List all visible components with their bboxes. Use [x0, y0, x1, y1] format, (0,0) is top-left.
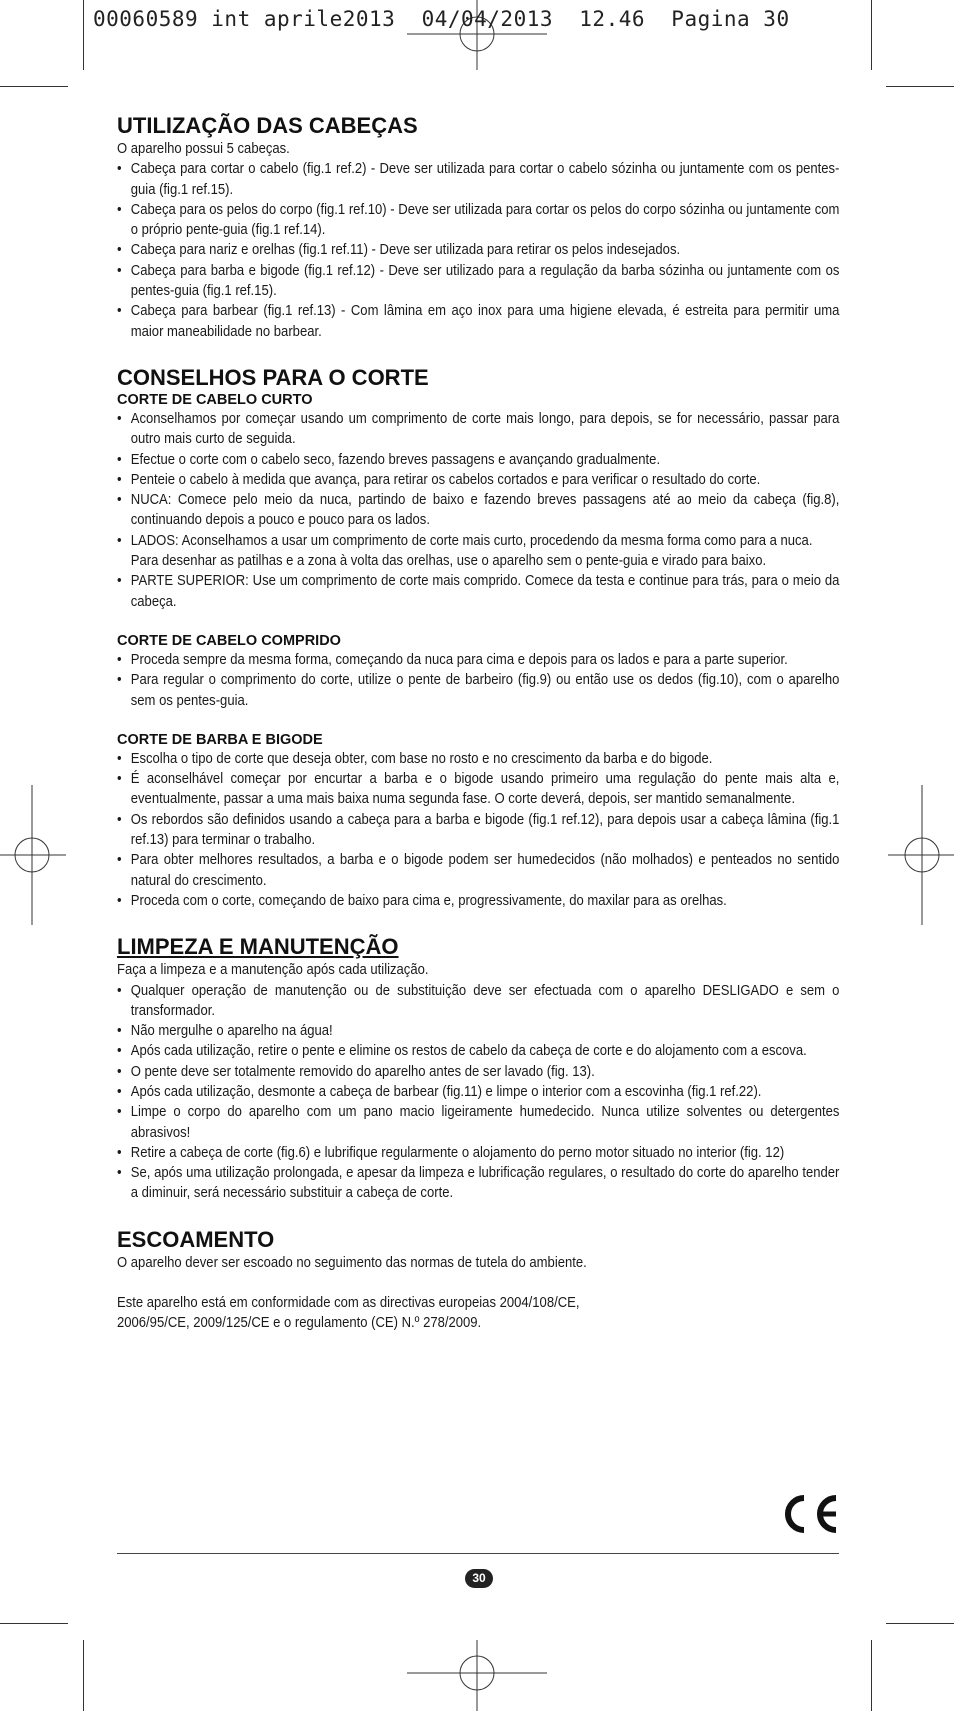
section-title-disposal: ESCOAMENTO [117, 1226, 275, 1252]
list-item: • Após cada utilização, desmonte a cabeça de barbear (fig.11) e limpe o interior com a escovinha (fig.1 ref.22). [117, 1082, 839, 1102]
subsection-title-long-hair: CORTE DE CABELO COMPRIDO [117, 632, 341, 649]
disposal-text: O aparelho dever ser escoado no seguimento das normas de tutela do ambiente. [117, 1253, 587, 1271]
long-hair-list [117, 650, 839, 711]
list-item: • Retire a cabeça de corte (fig.6) e lubrifique regularmente o alojamento do perno motor situado no interior (fig. 12) [117, 1143, 839, 1163]
list-item: • O pente deve ser totalmente removido do aparelho antes de ser lavado (fig. 13). [117, 1062, 839, 1082]
list-item: • PARTE SUPERIOR: Use um comprimento de corte mais comprido. Comece da testa e continue para trás, para o meio da cabeça. [117, 571, 839, 612]
footer-rule [117, 1553, 839, 1554]
crop-mark [83, 1640, 84, 1711]
list-item: • Cabeça para barba e bigode (fig.1 ref.12) - Deve ser utilizado para a regulação da barba sózinha ou juntamente com os pentes-guia (fig.1 ref.15). [117, 261, 839, 302]
registration-mark-right [888, 785, 954, 925]
page-content [117, 112, 839, 1334]
crop-mark [871, 1640, 872, 1711]
page-number-badge: 30 [465, 1569, 493, 1588]
intro-text: Faça a limpeza e a manutenção após cada utilização. [117, 961, 429, 979]
cleaning-list [117, 981, 839, 1204]
list-item: • Não mergulhe o aparelho na água! [117, 1021, 839, 1041]
list-item: • Aconselhamos por começar usando um comprimento de corte mais longo, para depois, se for necessário, passar para outro mais curto de seguida. [117, 409, 839, 450]
registration-mark-left [0, 785, 66, 925]
subsection-title-short-hair: CORTE DE CABELO CURTO [117, 391, 313, 408]
list-item: • NUCA: Comece pelo meio da nuca, partindo de baixo e fazendo breves passagens até ao meio da cabeça (fig.8), continuando depois a pouco e pouco para os lados. [117, 490, 839, 531]
beard-list [117, 749, 839, 911]
short-hair-list [117, 409, 839, 551]
crop-mark [0, 86, 68, 87]
crop-mark [83, 0, 84, 70]
list-item: • Penteie o cabelo à medida que avança, para retirar os cabelos cortados e para verificar o resultado do corte. [117, 470, 839, 490]
print-slug: 00060589 int aprile2013 04/04/2013 12.46 Pagina 30 [93, 7, 790, 31]
conformity-line-2: 2006/95/CE, 2009/125/CE e o regulamento (CE) N.º 278/2009. [117, 1314, 482, 1332]
list-item: • Proceda sempre da mesma forma, começando da nuca para cima e depois para os lados e para a parte superior. [117, 650, 839, 670]
crop-mark [886, 1623, 954, 1624]
section-title-usage: UTILIZAÇÃO DAS CABEÇAS [117, 113, 418, 138]
list-item: • É aconselhável começar por encurtar a barba e o bigode usando primeiro uma regulação do pente mais alta e, eventualmente, passar a uma mais baixa numa segunda fase. O corte deverá, depois, ser mantido semanalmente. [117, 769, 839, 810]
list-item: • Cabeça para barbear (fig.1 ref.13) - Com lâmina em aço inox para uma higiene elevada, é estreita para permitir uma maior maneabilidade no barbear. [117, 301, 839, 342]
list-item: • Cabeça para cortar o cabelo (fig.1 ref.2) - Deve ser utilizada para cortar o cabelo sózinha ou juntamente com os pentes-guia (fig.1 ref.15). [117, 159, 839, 200]
crop-mark [871, 0, 872, 70]
list-item: • Cabeça para nariz e orelhas (fig.1 ref.11) - Deve ser utilizada para retirar os pelos indesejados. [117, 240, 839, 260]
crop-mark [886, 86, 954, 87]
conformity-line-1: Este aparelho está em conformidade com as directivas europeias 2004/108/CE, [117, 1294, 580, 1312]
section-title-cutting-tips: CONSELHOS PARA O CORTE [117, 364, 429, 390]
ce-mark-icon [778, 1492, 842, 1536]
crop-mark [0, 1623, 68, 1624]
list-item: • Após cada utilização, retire o pente e elimine os restos de cabelo da cabeça de corte e do alojamento com a escova. [117, 1041, 839, 1061]
list-item: • Para obter melhores resultados, a barba e o bigode podem ser humedecidos (não molhados) e penteados no sentido natural do crescimento. [117, 850, 839, 891]
list-item: • Cabeça para os pelos do corpo (fig.1 ref.10) - Deve ser utilizada para cortar os pelos do corpo sózinha ou juntamente com o próprio pente-guia (fig.1 ref.14). [117, 200, 839, 241]
list-item: • Limpe o corpo do aparelho com um pano macio ligeiramente humedecido. Nunca utilize solventes ou detergentes abrasivos! [117, 1102, 839, 1143]
list-item: • Para regular o comprimento do corte, utilize o pente de barbeiro (fig.9) ou então use os dedos (fig.10), com o aparelho sem os pentes-guia. [117, 670, 839, 711]
section-title-cleaning: LIMPEZA E MANUTENÇÃO [117, 934, 399, 960]
list-item-continuation: Para desenhar as patilhas e a zona à volta das orelhas, use o aparelho sem o pente-guia e virado para baixo. [130, 552, 767, 570]
registration-mark-bottom [407, 1640, 547, 1711]
list-item: • Os rebordos são definidos usando a cabeça para a barba e bigode (fig.1 ref.12), para depois usar a cabeça lâmina (fig.1 ref.13) para terminar o trabalho. [117, 810, 839, 851]
heads-list [117, 159, 839, 342]
intro-text: O aparelho possui 5 cabeças. [117, 140, 290, 157]
list-item: • Proceda com o corte, começando de baixo para cima e, progressivamente, do maxilar para as orelhas. [117, 891, 839, 911]
list-item: • Escolha o tipo de corte que deseja obter, com base no rosto e no crescimento da barba e do bigode. [117, 749, 839, 769]
list-item: • Se, após uma utilização prolongada, e apesar da limpeza e lubrificação regulares, o resultado do corte do aparelho tender a diminuir, será necessário substituir a cabeça de corte. [117, 1163, 839, 1204]
subsection-title-beard: CORTE DE BARBA E BIGODE [117, 731, 323, 748]
list-item: • LADOS: Aconselhamos a usar um comprimento de corte mais curto, procedendo da mesma forma como para a nuca. [117, 531, 839, 551]
list-item: • Qualquer operação de manutenção ou de substituição deve ser efectuada com o aparelho DESLIGADO e sem o transformador. [117, 981, 839, 1022]
list-item: • Efectue o corte com o cabelo seco, fazendo breves passagens e avançando gradualmente. [117, 450, 839, 470]
